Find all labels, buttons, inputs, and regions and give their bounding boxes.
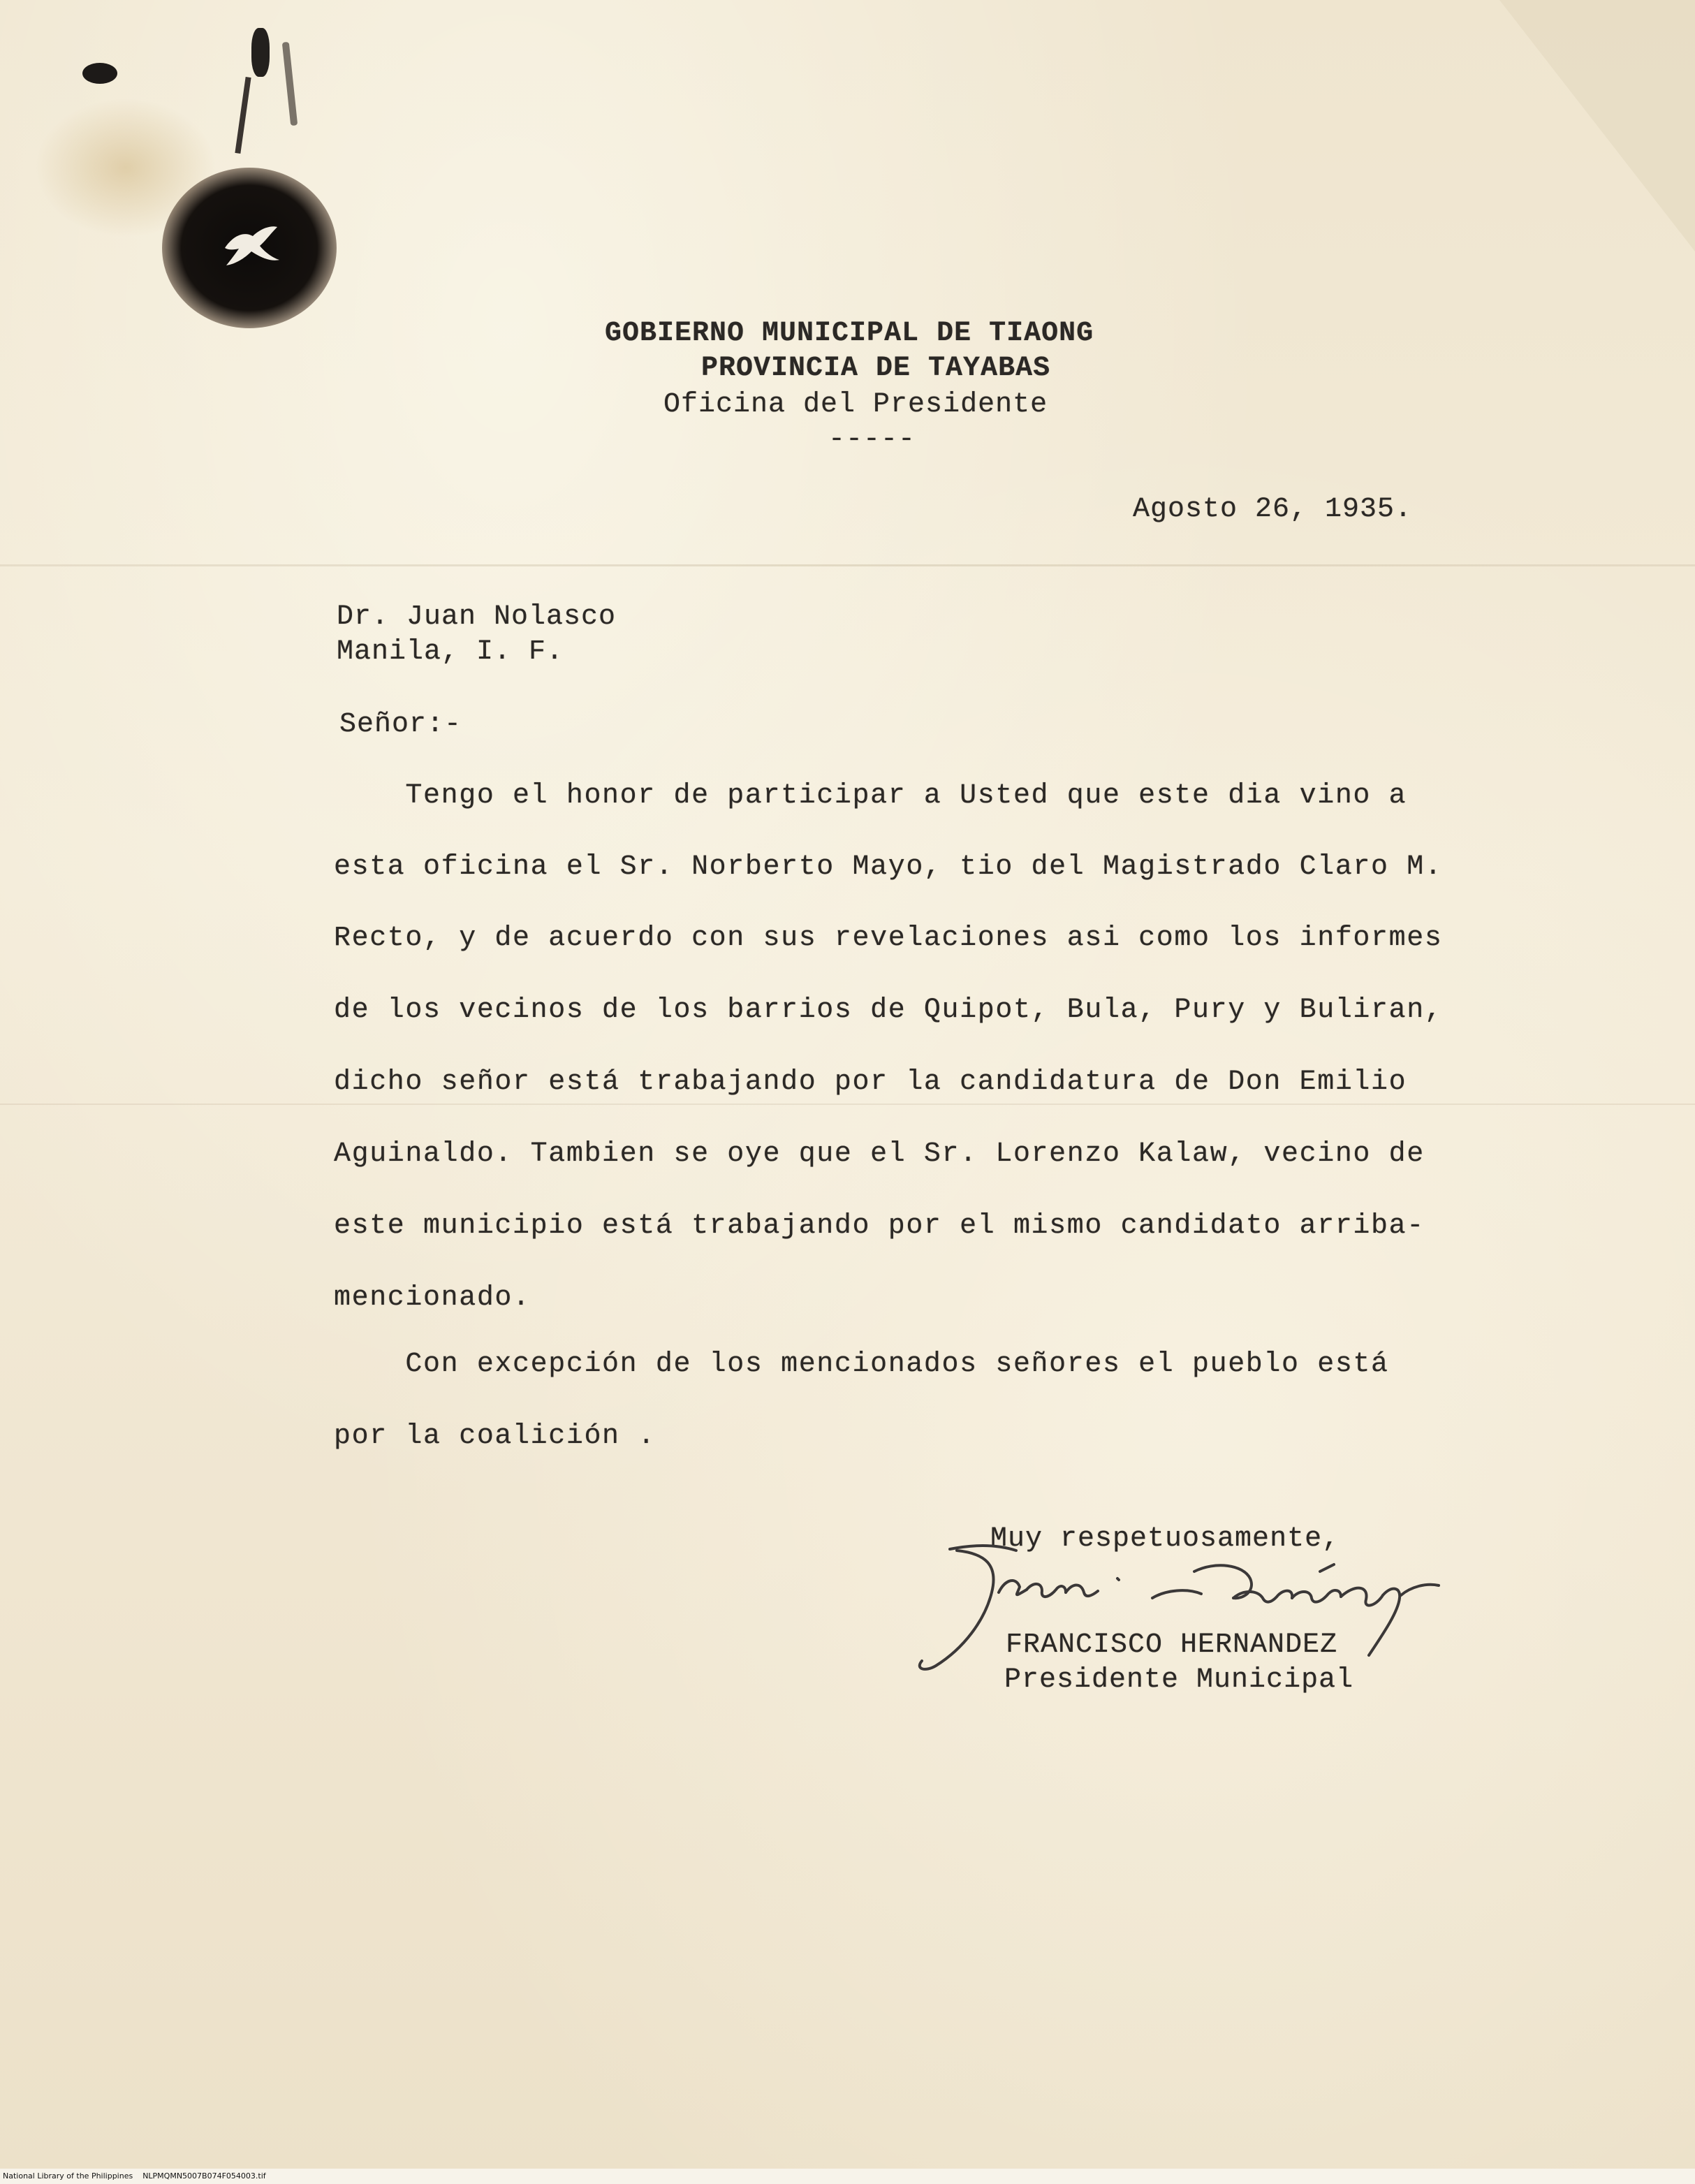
paper-corner-fold	[1499, 0, 1695, 251]
burn-hole	[162, 168, 337, 328]
signer-name: FRANCISCO HERNANDEZ	[1006, 1629, 1338, 1661]
closing: Muy respetuosamente,	[990, 1523, 1340, 1555]
recipient-location: Manila, I. F.	[337, 636, 564, 668]
ink-blot	[82, 63, 117, 84]
hole-gap-shape	[211, 210, 288, 286]
letterhead-province: PROVINCIA DE TAYABAS	[701, 353, 1051, 384]
archive-label: National Library of the Philippines NLPMQMN5007B074F054003.tif	[0, 2169, 1695, 2184]
letterhead-office: Oficina del Presidente	[663, 389, 1048, 420]
letterhead-municipality: GOBIERNO MUNICIPAL DE TIAONG	[605, 318, 1094, 349]
body-line: de los vecinos de los barrios de Quipot, Bula, Pury y Buliran,	[334, 995, 1443, 1026]
letter-date: Agosto 26, 1935.	[1133, 494, 1413, 525]
letterhead-divider: -----	[828, 424, 916, 455]
body-line: Con excepción de los mencionados señores el pueblo está	[334, 1349, 1389, 1380]
salutation: Señor:-	[339, 709, 462, 740]
ink-streak	[235, 77, 251, 154]
fold-crease	[0, 564, 1695, 566]
body-line: dicho señor está trabajando por la candidatura de Don Emilio	[334, 1067, 1407, 1098]
body-line: esta oficina el Sr. Norberto Mayo, tio del Magistrado Claro M.	[334, 851, 1443, 883]
body-line: mencionado.	[334, 1282, 531, 1314]
body-line: Tengo el honor de participar a Usted que este dia vino a	[334, 780, 1407, 812]
body-line: Aguinaldo. Tambien se oye que el Sr. Lorenzo Kalaw, vecino de	[334, 1138, 1425, 1170]
signer-title: Presidente Municipal	[1004, 1664, 1354, 1696]
recipient-name: Dr. Juan Nolasco	[337, 601, 617, 633]
fold-crease-lower	[0, 1104, 1695, 1105]
body-line: este municipio está trabajando por el mismo candidato arriba-	[334, 1210, 1425, 1242]
body-line: Recto, y de acuerdo con sus revelaciones asi como los informes	[334, 923, 1443, 954]
body-line: por la coalición .	[334, 1421, 656, 1452]
ink-streak	[282, 42, 298, 126]
ink-blot	[251, 28, 270, 77]
